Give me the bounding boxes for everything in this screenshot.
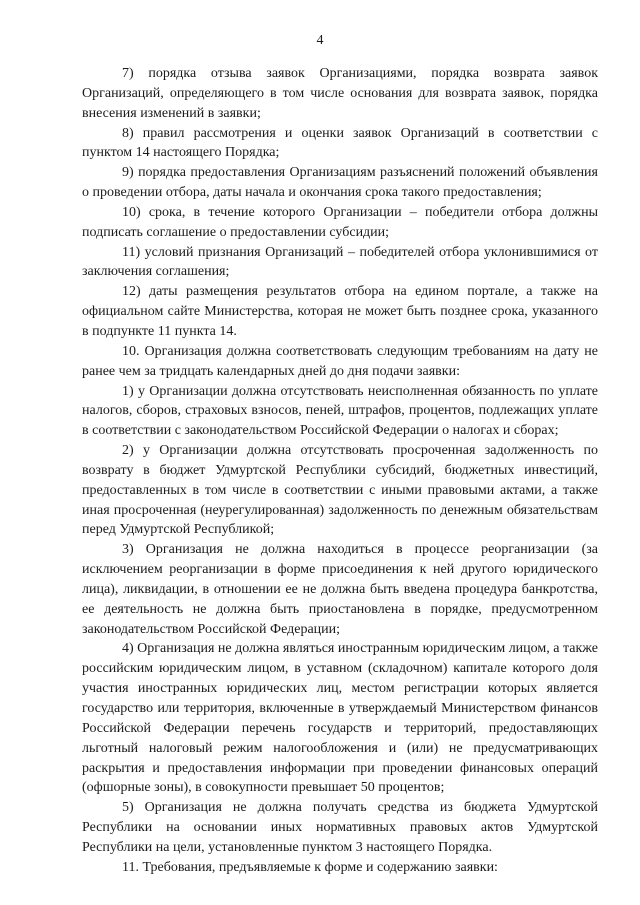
- paragraph-requirement-4: 4) Организация не должна являться иностранным юридическим лицом, а также российским юридическим лицом, в уставном (складочном) капитале которого доля участия иностранных юридических лиц, местом регистрации которых является государство или территория, включенные в утверждаемый Министерством финансов Российской Федерации перечень государств и территорий, предоставляющих льготный налоговый режим налогообложения и (или) не предусматривающих раскрытия и предоставления информации при проведении финансовых операций (офшорные зоны), в совокупности превышает 50 процентов;: [82, 641, 598, 796]
- paragraph-section-10: 10. Организация должна соответствовать следующим требованиям на дату не ранее чем за тридцать календарных дней до дня подачи заявки:: [82, 343, 598, 379]
- paragraph-item-9: 9) порядка предоставления Организациям разъяснений положений объявления о проведении отбора, даты начала и окончания срока такого предоставления;: [82, 165, 598, 201]
- paragraph-item-10: 10) срока, в течение которого Организации – победители отбора должны подписать соглашение о предоставлении субсидии;: [82, 204, 598, 240]
- paragraph-item-11: 11) условий признания Организаций – победителей отбора уклонившимися от заключения соглашения;: [82, 244, 598, 280]
- page-number: 4: [316, 33, 324, 48]
- paragraph-requirement-5: 5) Организация не должна получать средства из бюджета Удмуртской Республики на основании иных нормативных правовых актов Удмуртской Республики на цели, установленные пунктом 3 настоящего Порядка.: [82, 800, 598, 855]
- paragraph-item-7: 7) порядка отзыва заявок Организациями, порядка возврата заявок Организаций, определяющего в том числе основания для возврата заявок, порядка внесения изменений в заявки;: [82, 66, 598, 121]
- paragraph-requirement-2: 2) у Организации должна отсутствовать просроченная задолженность по возврату в бюджет Удмуртской Республики субсидий, бюджетных инвестиций, предоставленных в том числе в соответствии с иными правовыми актами, а также иная просроченная (неурегулированная) задолженность по денежным обязательствам перед Удмуртской Республикой;: [82, 443, 598, 538]
- paragraph-requirement-1: 1) у Организации должна отсутствовать неисполненная обязанность по уплате налогов, сборов, страховых взносов, пеней, штрафов, процентов, подлежащих уплате в соответствии с законодательством Российской Федерации о налогах и сборах;: [82, 383, 598, 439]
- document-body: [82, 64, 598, 878]
- paragraph-item-12: 12) даты размещения результатов отбора на едином портале, а также на официальном сайте Министерства, которая не может быть позднее срока, указанного в подпункте 11 пункта 14.: [82, 284, 598, 339]
- paragraph-section-11: 11. Требования, предъявляемые к форме и содержанию заявки:: [122, 859, 498, 875]
- paragraph-item-8: 8) правил рассмотрения и оценки заявок Организаций в соответствии с пунктом 14 настоящего Порядка;: [82, 125, 598, 161]
- paragraph-requirement-3: 3) Организация не должна находиться в процессе реорганизации (за исключением реорганизации в форме присоединения к ней другого юридического лица), ликвидации, в отношении ее не должна быть введена процедура банкротства, ее деятельность не должна быть приостановлена в порядке, предусмотренном законодательством Российской Федерации;: [82, 542, 598, 637]
